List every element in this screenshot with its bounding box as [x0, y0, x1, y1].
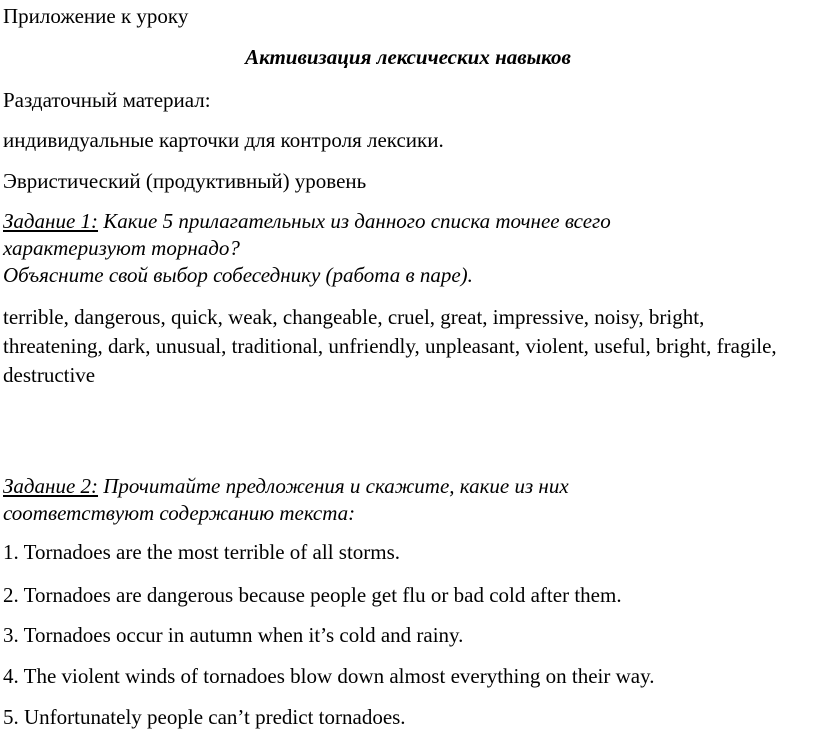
level-text: Эвристический (продуктивный) уровень: [3, 169, 367, 193]
task1-question-line3: Объясните свой выбор собеседнику (работа в паре).: [3, 263, 473, 287]
task2-instruction-text: Прочитайте предложения и скажите, какие из них: [98, 474, 569, 498]
handout-description: индивидуальные карточки для контроля лексики.: [3, 128, 444, 152]
task1-label: Задание 1:: [3, 209, 99, 233]
task2-label: Задание 2:: [3, 474, 99, 498]
task2-sentence-2: 2. Tornadoes are dangerous because people get flu or bad cold after them.: [3, 583, 622, 607]
task1-word-list: terrible, dangerous, quick, weak, changeable, cruel, great, impressive, noisy, bright, threatening, dark, unusual, traditional, unfriendly, unpleasant, violent, useful, bright, fragile, destructive: [3, 305, 777, 387]
task2-sentence-4: 4. The violent winds of tornadoes blow down almost everything on their way.: [3, 664, 655, 688]
task2-instruction-line2: соответствуют содержанию текста:: [3, 501, 356, 525]
task2-sentence-5: 5. Unfortunately people can’t predict tornadoes.: [3, 705, 406, 729]
task1-question-line1: [3, 207, 611, 235]
header-text: Приложение к уроку: [3, 4, 189, 28]
task2-sentence-1: 1. Tornadoes are the most terrible of all storms.: [3, 540, 401, 564]
handout-label: Раздаточный материал:: [3, 88, 211, 112]
task2-instruction-line1: [3, 472, 569, 500]
task2-sentence-3: 3. Tornadoes occur in autumn when it’s cold and rainy.: [3, 623, 464, 647]
page-title: Активизация лексических навыков: [245, 45, 571, 69]
task1-question-text: Какие 5 прилагательных из данного списка точнее всего: [98, 209, 611, 233]
task1-question-line2: характеризуют торнадо?: [3, 236, 240, 260]
